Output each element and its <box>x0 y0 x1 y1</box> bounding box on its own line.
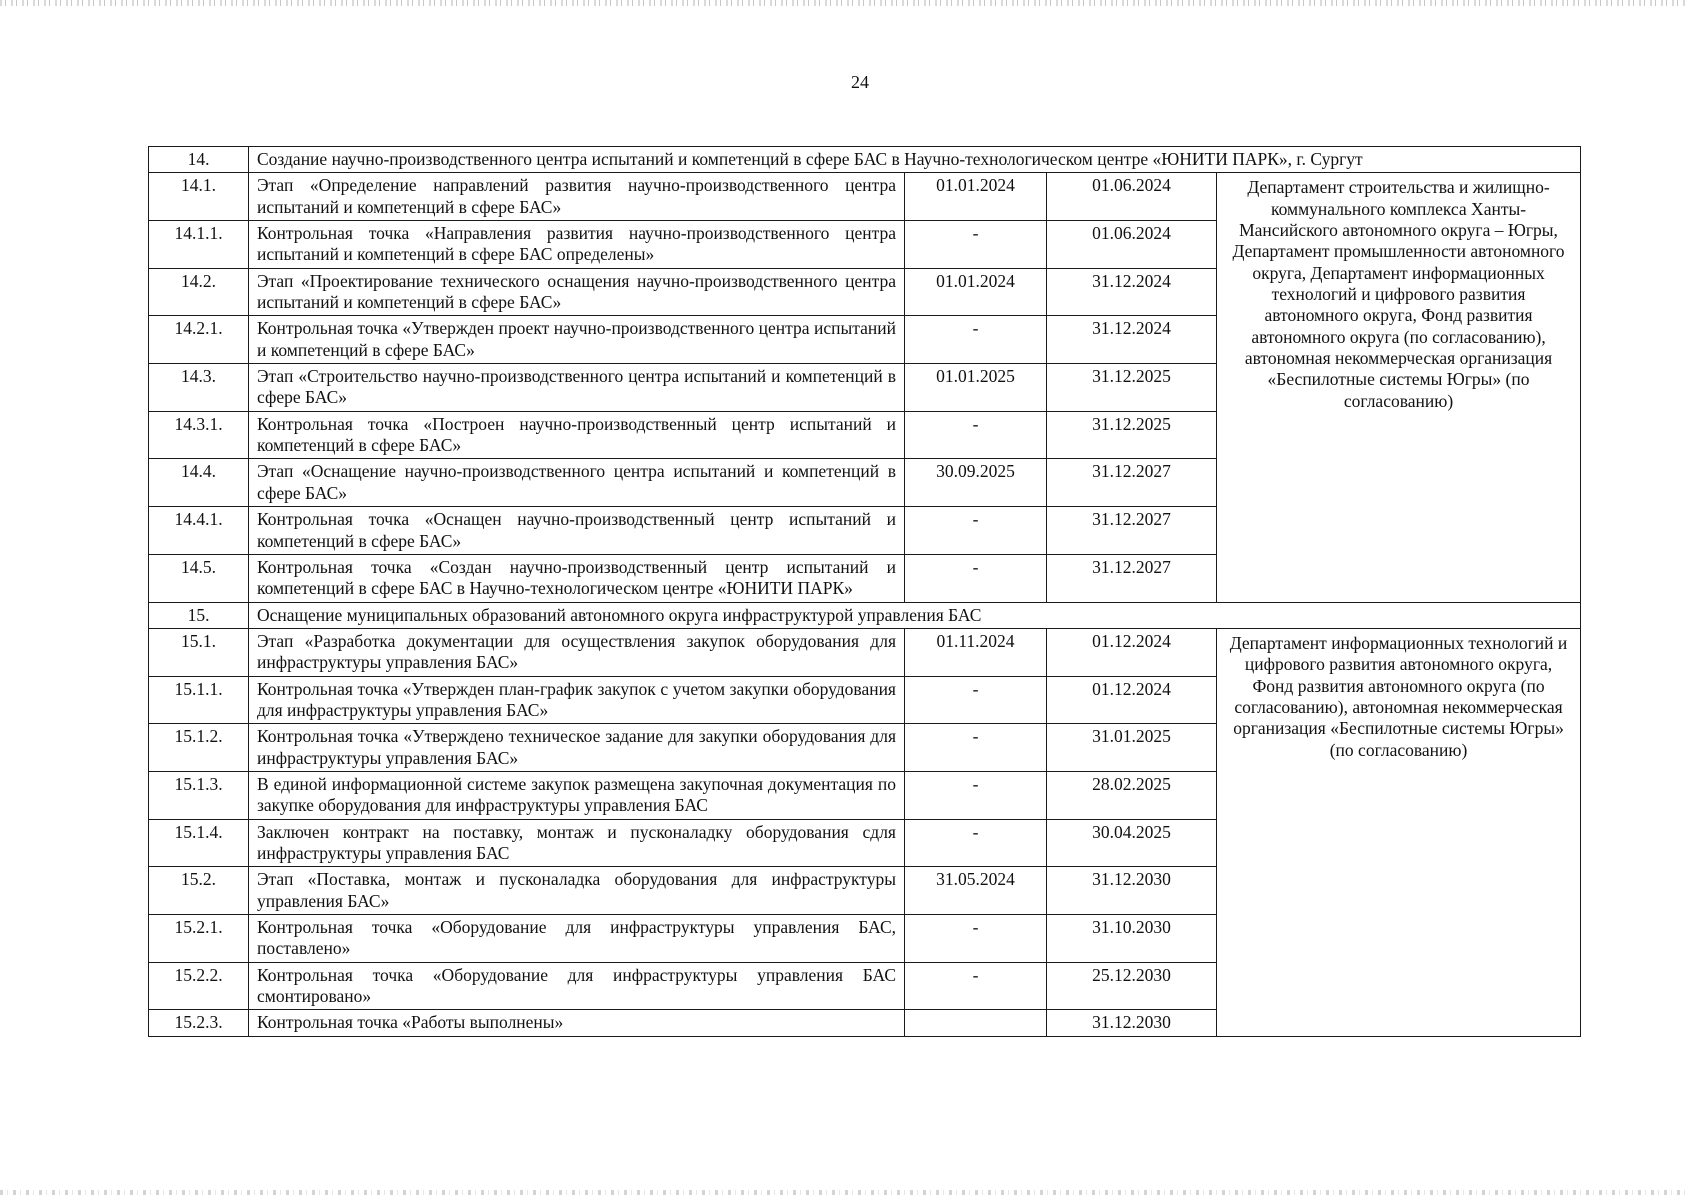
table-row <box>149 173 1581 221</box>
end-date: 01.12.2024 <box>1047 676 1217 724</box>
start-date: 01.01.2024 <box>905 268 1047 316</box>
row-number: 14.5. <box>149 554 249 602</box>
row-number: 14.2.1. <box>149 316 249 364</box>
row-number: 15.1.4. <box>149 819 249 867</box>
row-description: Контрольная точка «Оборудование для инфраструктуры управления БАС, поставлено» <box>249 915 905 963</box>
row-number: 14.2. <box>149 268 249 316</box>
end-date: 30.04.2025 <box>1047 819 1217 867</box>
start-date: - <box>905 819 1047 867</box>
start-date: - <box>905 507 1047 555</box>
start-date: 30.09.2025 <box>905 459 1047 507</box>
activity-plan-table <box>148 146 1581 1037</box>
section-14-header-row <box>149 147 1581 173</box>
start-date: - <box>905 221 1047 269</box>
end-date: 31.10.2030 <box>1047 915 1217 963</box>
row-number: 14.3.1. <box>149 411 249 459</box>
row-description: Этап «Строительство научно-производственного центра испытаний и компетенций в сфере БАС» <box>249 364 905 412</box>
section-title: Оснащение муниципальных образований автономного округа инфраструктурой управления БАС <box>249 602 1581 628</box>
row-number: 15.2. <box>149 867 249 915</box>
row-description: Этап «Проектирование технического оснащения научно-производственного центра испытаний и компетенций в сфере БАС» <box>249 268 905 316</box>
row-description: Этап «Оснащение научно-производственного центра испытаний и компетенций в сфере БАС» <box>249 459 905 507</box>
end-date: 31.01.2025 <box>1047 724 1217 772</box>
end-date: 01.06.2024 <box>1047 173 1217 221</box>
row-description: Этап «Разработка документации для осуществления закупок оборудования для инфраструктуры управления БАС» <box>249 628 905 676</box>
table-row <box>149 628 1581 676</box>
start-date: - <box>905 316 1047 364</box>
end-date: 31.12.2025 <box>1047 411 1217 459</box>
row-description: Контрольная точка «Построен научно-производственный центр испытаний и компетенций в сфере БАС» <box>249 411 905 459</box>
row-description: Заключен контракт на поставку, монтаж и пусконаладку оборудования сдля инфраструктуры управления БАС <box>249 819 905 867</box>
start-date: 01.01.2024 <box>905 173 1047 221</box>
row-description: В единой информационной системе закупок размещена закупочная документация по закупке оборудования для инфраструктуры управления БАС <box>249 771 905 819</box>
section-number: 15. <box>149 602 249 628</box>
responsible-executors: Департамент строительства и жилищно-коммунального комплекса Ханты-Мансийского автономного округа – Югры, Департамент промышленности автономного округа, Департамент информационных технологий и цифрового развития автономного округа, Фонд развития автономного округа (по согласованию), автономная некоммерческая организация «Беспилотные системы Югры» (по согласованию) <box>1217 173 1581 602</box>
start-date: 31.05.2024 <box>905 867 1047 915</box>
end-date: 31.12.2027 <box>1047 554 1217 602</box>
end-date: 28.02.2025 <box>1047 771 1217 819</box>
start-date: - <box>905 962 1047 1010</box>
responsible-executors: Департамент информационных технологий и цифрового развития автономного округа, Фонд развития автономного округа (по согласованию), автономная некоммерческая организация «Беспилотные системы Югры» (по согласованию) <box>1217 628 1581 1036</box>
page-number: 24 <box>851 72 869 92</box>
row-description: Контрольная точка «Утверждено техническое задание для закупки оборудования для инфраструктуры управления БАС» <box>249 724 905 772</box>
row-description: Контрольная точка «Оборудование для инфраструктуры управления БАС смонтировано» <box>249 962 905 1010</box>
end-date: 25.12.2030 <box>1047 962 1217 1010</box>
row-number: 14.1. <box>149 173 249 221</box>
start-date: - <box>905 915 1047 963</box>
start-date: - <box>905 554 1047 602</box>
row-description: Этап «Поставка, монтаж и пусконаладка оборудования для инфраструктуры управления БАС» <box>249 867 905 915</box>
start-date: - <box>905 411 1047 459</box>
row-number: 15.2.2. <box>149 962 249 1010</box>
start-date: - <box>905 771 1047 819</box>
end-date: 01.12.2024 <box>1047 628 1217 676</box>
row-number: 15.1.1. <box>149 676 249 724</box>
end-date: 31.12.2027 <box>1047 459 1217 507</box>
row-number: 15.1.2. <box>149 724 249 772</box>
end-date: 31.12.2024 <box>1047 316 1217 364</box>
row-number: 14.3. <box>149 364 249 412</box>
start-date: 01.11.2024 <box>905 628 1047 676</box>
row-description: Контрольная точка «Оснащен научно-производственный центр испытаний и компетенций в сфере БАС» <box>249 507 905 555</box>
row-number: 14.1.1. <box>149 221 249 269</box>
end-date: 31.12.2030 <box>1047 867 1217 915</box>
start-date: - <box>905 676 1047 724</box>
section-15-header-row <box>149 602 1581 628</box>
row-description: Контрольная точка «Направления развития научно-производственного центра испытаний и компетенций в сфере БАС определены» <box>249 221 905 269</box>
row-description: Контрольная точка «Утвержден проект научно-производственного центра испытаний и компетенций в сфере БАС» <box>249 316 905 364</box>
row-description: Контрольная точка «Утвержден план-график закупок с учетом закупки оборудования для инфраструктуры управления БАС» <box>249 676 905 724</box>
row-number: 15.1.3. <box>149 771 249 819</box>
end-date: 01.06.2024 <box>1047 221 1217 269</box>
row-description: Контрольная точка «Создан научно-производственный центр испытаний и компетенций в сфере БАС в Научно-технологическом центре «ЮНИТИ ПАРК» <box>249 554 905 602</box>
start-date: - <box>905 724 1047 772</box>
scan-edge-top <box>0 0 1686 6</box>
row-number: 14.4.1. <box>149 507 249 555</box>
end-date: 31.12.2027 <box>1047 507 1217 555</box>
section-title: Создание научно-производственного центра испытаний и компетенций в сфере БАС в Научно-технологическом центре «ЮНИТИ ПАРК», г. Сургут <box>249 147 1581 173</box>
row-number: 15.2.1. <box>149 915 249 963</box>
row-number: 14.4. <box>149 459 249 507</box>
scan-edge-bottom <box>0 1190 1686 1195</box>
start-date: 01.01.2025 <box>905 364 1047 412</box>
end-date: 31.12.2030 <box>1047 1010 1217 1036</box>
row-number: 15.2.3. <box>149 1010 249 1036</box>
row-description: Этап «Определение направлений развития научно-производственного центра испытаний и компетенций в сфере БАС» <box>249 173 905 221</box>
section-number: 14. <box>149 147 249 173</box>
row-number: 15.1. <box>149 628 249 676</box>
end-date: 31.12.2024 <box>1047 268 1217 316</box>
end-date: 31.12.2025 <box>1047 364 1217 412</box>
start-date <box>905 1010 1047 1036</box>
row-description: Контрольная точка «Работы выполнены» <box>249 1010 905 1036</box>
